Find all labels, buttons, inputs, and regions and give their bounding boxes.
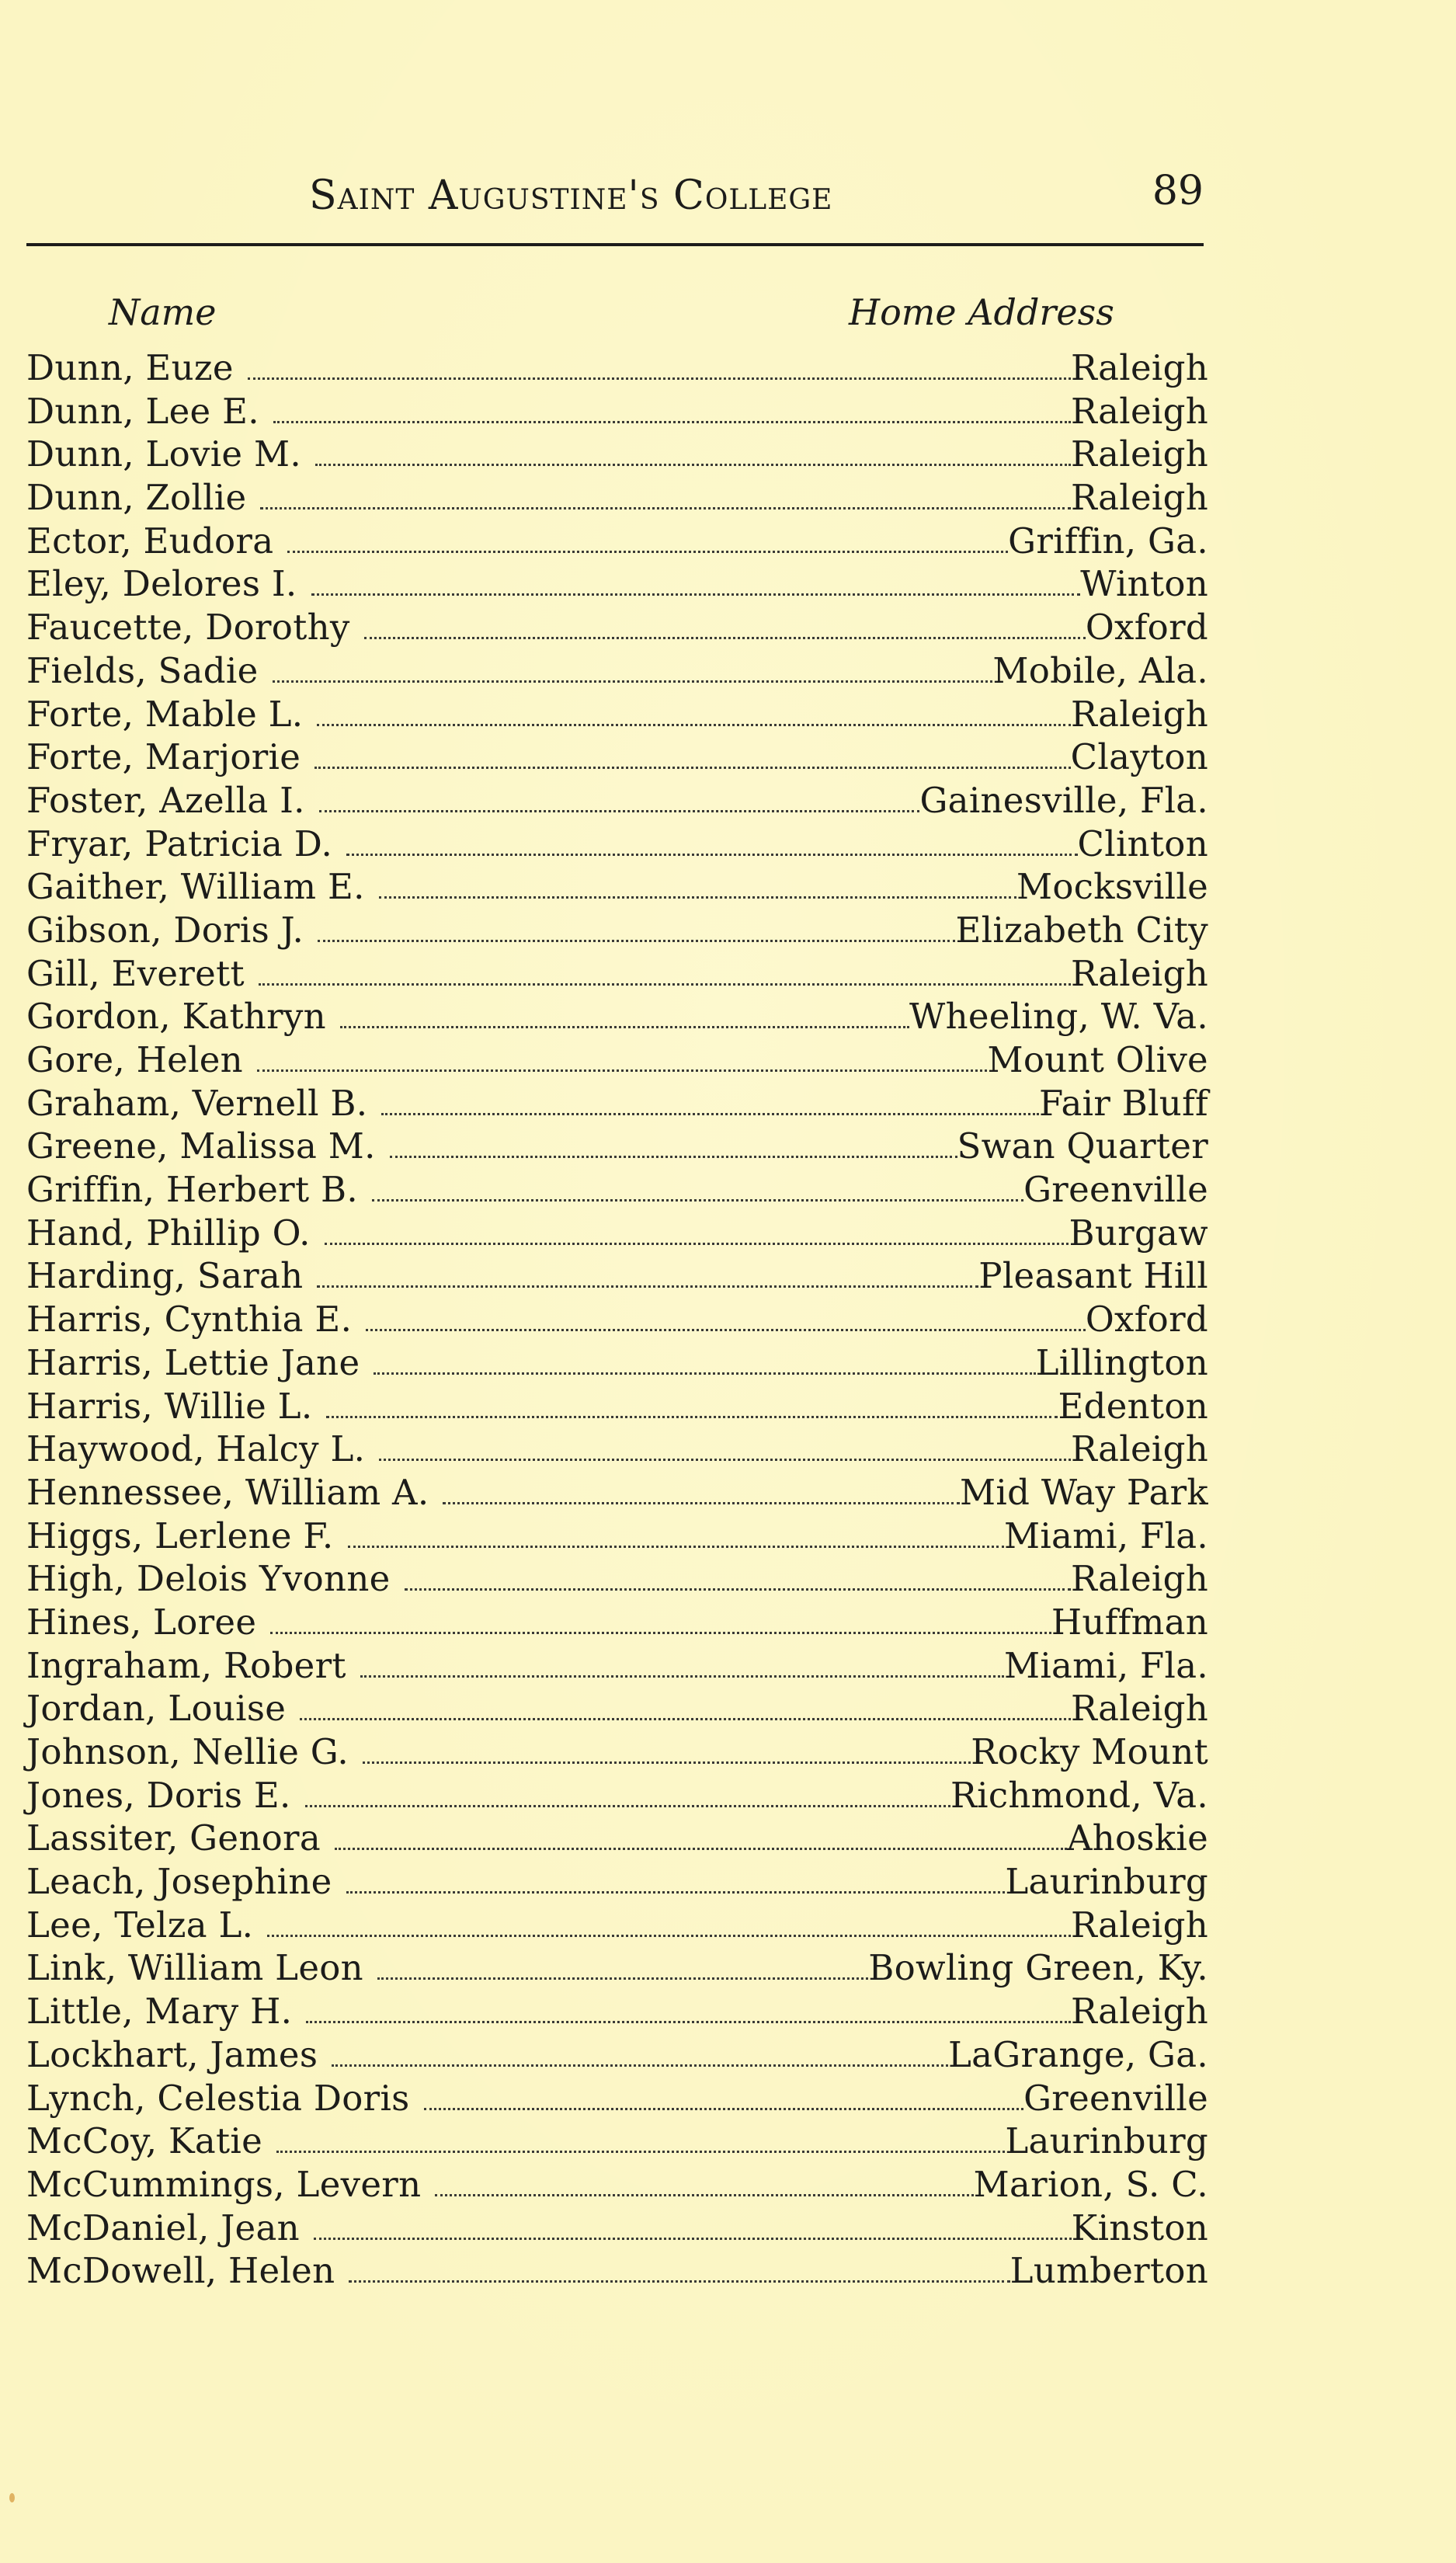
- dot-leader: [270, 1632, 1051, 1634]
- entry-address: Mid Way Park: [960, 1471, 1208, 1513]
- entry-name: Ingraham, Robert: [26, 1644, 346, 1686]
- entry-address: Greenville: [1023, 1169, 1208, 1211]
- list-item: [26, 2120, 1208, 2163]
- list-item: [26, 346, 1208, 390]
- entry-address: Griffin, Ga.: [1008, 520, 1208, 562]
- entry-address: LaGrange, Ga.: [947, 2033, 1208, 2075]
- dot-leader: [315, 464, 1071, 466]
- entry-address: Raleigh: [1070, 1558, 1208, 1600]
- entry-address: Rocky Mount: [971, 1731, 1208, 1772]
- dot-leader: [366, 1329, 1086, 1331]
- list-item: [26, 909, 1208, 952]
- entry-name: Dunn, Euze: [26, 347, 234, 388]
- dot-leader: [363, 1761, 971, 1764]
- entry-address: Fair Bluff: [1039, 1082, 1208, 1124]
- list-item: [26, 995, 1208, 1038]
- entry-address: Laurinburg: [1005, 1861, 1208, 1903]
- entry-address: Raleigh: [1070, 433, 1208, 475]
- dot-leader: [317, 1285, 978, 1288]
- entry-name: Forte, Mable L.: [26, 693, 304, 735]
- header-rule: [26, 243, 1204, 246]
- dot-leader: [435, 2194, 973, 2196]
- entry-name: Gaither, William E.: [26, 866, 365, 908]
- list-item: [26, 693, 1208, 736]
- list-item: [26, 433, 1208, 476]
- dot-leader: [317, 724, 1071, 726]
- entry-name: Little, Mary H.: [26, 1991, 293, 2033]
- list-item: [26, 520, 1208, 563]
- list-item: [26, 1817, 1208, 1860]
- entry-name: Hand, Phillip O.: [26, 1212, 311, 1254]
- entry-address: Edenton: [1058, 1385, 1208, 1427]
- dot-leader: [319, 810, 920, 812]
- list-item: [26, 2163, 1208, 2207]
- entry-name: Hines, Loree: [26, 1601, 257, 1643]
- entry-name: Eley, Delores I.: [26, 563, 297, 605]
- entry-name: Forte, Marjorie: [26, 736, 301, 778]
- entry-name: Gill, Everett: [26, 952, 245, 994]
- dot-leader: [273, 680, 993, 683]
- entry-address: Raleigh: [1070, 390, 1208, 432]
- entry-address: Oxford: [1085, 1299, 1208, 1341]
- dot-leader: [360, 1675, 1004, 1678]
- list-item: [26, 736, 1208, 779]
- dot-leader: [314, 2238, 1072, 2240]
- dot-leader: [374, 1372, 1035, 1375]
- entry-name: McDaniel, Jean: [26, 2207, 300, 2248]
- entry-address: Miami, Fla.: [1003, 1514, 1208, 1556]
- dot-leader: [260, 507, 1071, 509]
- entry-name: Dunn, Zollie: [26, 477, 247, 519]
- entry-address: Lumberton: [1009, 2250, 1208, 2292]
- column-header-name: Name: [109, 291, 217, 333]
- entry-name: Haywood, Halcy L.: [26, 1428, 366, 1470]
- entry-name: McCoy, Katie: [26, 2120, 263, 2162]
- dot-leader: [305, 1805, 950, 1807]
- entry-name: Jones, Doris E.: [26, 1774, 291, 1816]
- dot-leader: [332, 2064, 948, 2067]
- dot-leader: [273, 421, 1071, 423]
- list-item: [26, 2077, 1208, 2120]
- entry-name: Gordon, Kathryn: [26, 996, 326, 1038]
- dot-leader: [443, 1502, 960, 1504]
- entry-address: Winton: [1080, 563, 1208, 605]
- entry-address: Elizabeth City: [955, 909, 1208, 951]
- list-item: [26, 1428, 1208, 1471]
- list-item: [26, 1168, 1208, 1212]
- entry-address: Gainesville, Fla.: [919, 779, 1208, 821]
- list-item: [26, 822, 1208, 866]
- entry-address: Mocksville: [1016, 866, 1208, 908]
- entry-name: Jordan, Louise: [26, 1688, 287, 1730]
- directory-list: [26, 346, 1208, 2293]
- entry-address: Pleasant Hill: [978, 1255, 1208, 1297]
- list-item: [26, 1644, 1208, 1688]
- list-item: [26, 1514, 1208, 1558]
- list-item: [26, 2033, 1208, 2077]
- dot-leader: [325, 1243, 1069, 1245]
- dot-leader: [348, 1546, 1004, 1548]
- list-item: [26, 1254, 1208, 1298]
- dot-leader: [257, 1069, 987, 1072]
- entry-address: Oxford: [1085, 607, 1208, 649]
- dot-leader: [346, 1891, 1006, 1894]
- entry-address: Raleigh: [1070, 1991, 1208, 2033]
- entry-name: Gibson, Doris J.: [26, 909, 304, 951]
- entry-name: Link, William Leon: [26, 1947, 363, 1989]
- dot-leader: [287, 551, 1008, 553]
- list-item: [26, 1990, 1208, 2033]
- list-item: [26, 1212, 1208, 1255]
- column-header-address: Home Address: [849, 291, 1114, 333]
- entry-address: Kinston: [1071, 2207, 1208, 2248]
- dot-leader: [326, 1416, 1058, 1418]
- list-item: [26, 562, 1208, 606]
- entry-name: Greene, Malissa M.: [26, 1125, 376, 1167]
- list-item: [26, 1730, 1208, 1774]
- entry-name: Graham, Vernell B.: [26, 1082, 368, 1124]
- entry-name: Foster, Azella I.: [26, 779, 305, 821]
- list-item: [26, 1601, 1208, 1644]
- list-item: [26, 2207, 1208, 2250]
- list-item: [26, 952, 1208, 996]
- column-headers: [26, 291, 1204, 338]
- entry-name: Higgs, Lerlene F.: [26, 1514, 334, 1556]
- entry-address: Miami, Fla.: [1003, 1644, 1208, 1686]
- entry-address: Raleigh: [1070, 1904, 1208, 1946]
- list-item: [26, 1860, 1208, 1904]
- dot-leader: [381, 1113, 1039, 1115]
- list-item: [26, 1385, 1208, 1428]
- entry-name: Ector, Eudora: [26, 520, 274, 562]
- entry-name: Hennessee, William A.: [26, 1471, 429, 1513]
- entry-address: Swan Quarter: [957, 1125, 1208, 1167]
- entry-address: Raleigh: [1070, 952, 1208, 994]
- entry-name: Fryar, Patricia D.: [26, 822, 333, 864]
- dot-leader: [276, 2151, 1005, 2153]
- dot-leader: [346, 854, 1077, 856]
- entry-address: Raleigh: [1070, 1688, 1208, 1730]
- list-item: [26, 1341, 1208, 1385]
- entry-address: Greenville: [1023, 2077, 1208, 2119]
- entry-name: Fields, Sadie: [26, 649, 259, 691]
- entry-name: Lassiter, Genora: [26, 1817, 321, 1859]
- entry-address: Richmond, Va.: [950, 1774, 1208, 1816]
- entry-address: Wheeling, W. Va.: [909, 996, 1208, 1038]
- entry-name: Gore, Helen: [26, 1039, 243, 1080]
- dot-leader: [267, 1935, 1071, 1937]
- list-item: [26, 390, 1208, 433]
- entry-address: Raleigh: [1070, 477, 1208, 519]
- list-item: [26, 1904, 1208, 1947]
- list-item: [26, 649, 1208, 693]
- dot-leader: [377, 1977, 868, 1980]
- list-item: [26, 2249, 1208, 2293]
- dot-leader: [372, 1199, 1023, 1202]
- dot-leader: [335, 1848, 1067, 1850]
- running-title: Saint Augustine's College: [309, 172, 833, 219]
- dot-leader: [318, 940, 955, 942]
- entry-address: Laurinburg: [1005, 2120, 1208, 2162]
- list-item: [26, 1038, 1208, 1082]
- entry-name: Harris, Cynthia E.: [26, 1299, 353, 1341]
- page-number: 89: [1152, 168, 1204, 214]
- dot-leader: [379, 1459, 1071, 1461]
- entry-address: Mobile, Ala.: [992, 649, 1208, 691]
- entry-name: Lynch, Celestia Doris: [26, 2077, 410, 2119]
- dot-leader: [379, 896, 1016, 899]
- list-item: [26, 1946, 1208, 1990]
- list-item: [26, 1774, 1208, 1817]
- entry-address: Marion, S. C.: [973, 2163, 1208, 2205]
- list-item: [26, 1125, 1208, 1168]
- entry-address: Raleigh: [1070, 1428, 1208, 1470]
- entry-name: Dunn, Lee E.: [26, 390, 259, 432]
- list-item: [26, 1471, 1208, 1514]
- entry-address: Mount Olive: [987, 1039, 1208, 1080]
- entry-name: Faucette, Dorothy: [26, 607, 350, 649]
- list-item: [26, 1298, 1208, 1341]
- entry-name: Griffin, Herbert B.: [26, 1169, 358, 1211]
- dot-leader: [340, 1026, 909, 1028]
- list-item: [26, 606, 1208, 649]
- dot-leader: [306, 2021, 1071, 2023]
- entry-address: Lillington: [1035, 1341, 1208, 1383]
- paper-speck: [9, 2493, 15, 2502]
- entry-address: Clayton: [1070, 736, 1208, 778]
- entry-name: Leach, Josephine: [26, 1861, 332, 1903]
- entry-name: Dunn, Lovie M.: [26, 433, 301, 475]
- list-item: [26, 1082, 1208, 1125]
- entry-name: Harding, Sarah: [26, 1255, 304, 1297]
- entry-name: Lockhart, James: [26, 2033, 318, 2075]
- dot-leader: [300, 1718, 1071, 1720]
- dot-leader: [424, 2108, 1024, 2110]
- dot-leader: [259, 983, 1071, 986]
- entry-name: Lee, Telza L.: [26, 1904, 254, 1946]
- list-item: [26, 476, 1208, 520]
- entry-name: Harris, Willie L.: [26, 1385, 313, 1427]
- entry-name: High, Delois Yvonne: [26, 1558, 391, 1600]
- list-item: [26, 779, 1208, 822]
- entry-name: Harris, Lettie Jane: [26, 1341, 360, 1383]
- dot-leader: [311, 593, 1081, 596]
- dot-leader: [390, 1156, 957, 1158]
- entry-address: Huffman: [1051, 1601, 1208, 1643]
- dot-leader: [364, 637, 1086, 639]
- list-item: [26, 865, 1208, 909]
- dot-leader: [314, 767, 1070, 769]
- dot-leader: [405, 1588, 1071, 1591]
- entry-name: Johnson, Nellie G.: [26, 1731, 349, 1772]
- entry-address: Ahoskie: [1066, 1817, 1208, 1859]
- entry-name: McDowell, Helen: [26, 2250, 335, 2292]
- dot-leader: [349, 2280, 1009, 2283]
- dot-leader: [248, 377, 1071, 380]
- list-item: [26, 1687, 1208, 1730]
- entry-address: Raleigh: [1070, 693, 1208, 735]
- entry-name: McCummings, Levern: [26, 2163, 422, 2205]
- entry-address: Raleigh: [1070, 347, 1208, 388]
- list-item: [26, 1557, 1208, 1601]
- entry-address: Bowling Green, Ky.: [868, 1947, 1208, 1989]
- page-header: [26, 155, 1204, 225]
- entry-address: Burgaw: [1069, 1212, 1208, 1254]
- entry-address: Clinton: [1077, 822, 1208, 864]
